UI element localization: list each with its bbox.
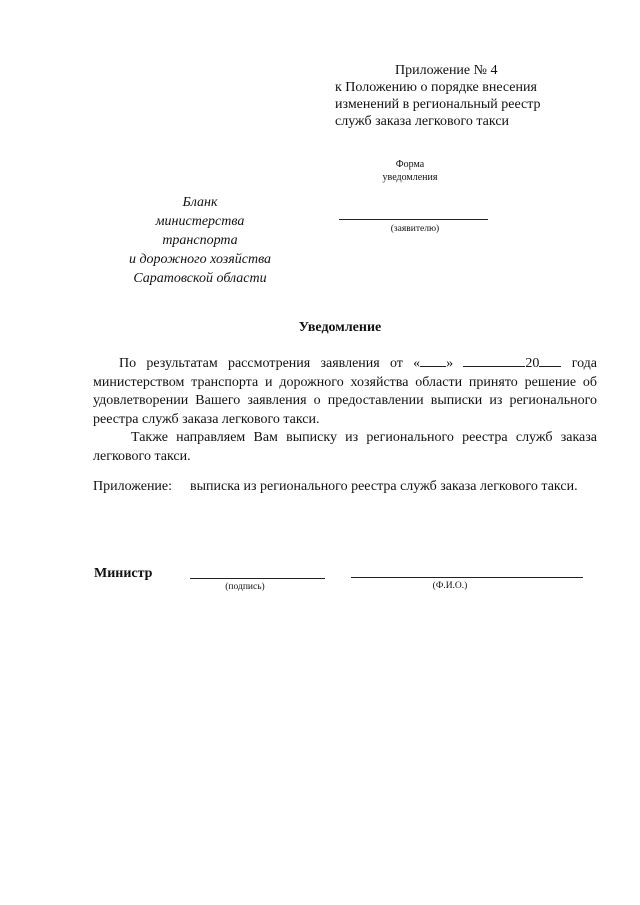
paragraph-extract: Также направляем Вам выписку из регионального реестра служб заказа легкового такси.: [93, 430, 597, 464]
signature-blank-line: [190, 578, 325, 579]
document-title: Уведомление: [298, 320, 382, 335]
appendix-number: Приложение № 4: [395, 63, 498, 78]
letterhead-line-1: Бланк: [182, 195, 218, 210]
signature-caption: (подпись): [225, 582, 265, 592]
fio-blank-line: [351, 577, 583, 578]
form-label: [370, 158, 450, 184]
day-blank: [420, 354, 446, 367]
year-blank: [539, 354, 561, 367]
quote-close: »: [446, 356, 454, 371]
month-blank: [463, 354, 525, 367]
letterhead-line-4: и дорожного хозяйства: [128, 252, 272, 267]
attachment-content: выписка из регионального реестра служб заказа легкового такси.: [190, 479, 578, 494]
letterhead-line-5: Саратовской области: [133, 271, 267, 286]
appendix-line-4: служб заказа легкового такси: [335, 114, 510, 129]
form-label-line-2: уведомления: [382, 172, 438, 183]
appendix-line-3: изменений в региональный реестр: [335, 97, 541, 112]
appendix-line-2: к Положению о порядке внесения: [335, 80, 537, 95]
letterhead-line-3: транспорта: [162, 233, 238, 248]
form-label-line-1: Форма: [395, 159, 425, 170]
fio-caption: (Ф.И.О.): [432, 581, 468, 591]
minister-label: Министр: [94, 566, 153, 581]
attachment-label: Приложение:: [93, 479, 173, 494]
year-prefix: 20: [525, 356, 540, 371]
decision-text: министерством транспорта и дорожного хозяйства области принято решение об удовлетворении Вашего заявления о предоставлении выписки из регионального реестра служб заказа легкового такси.: [93, 374, 597, 427]
letterhead-line-2: министерства: [155, 214, 245, 229]
addressee-blank-line: [339, 219, 488, 220]
addressee-caption: (заявителю): [390, 224, 440, 234]
year-suffix: года: [571, 356, 598, 371]
appendix-header: [335, 62, 541, 130]
letterhead-placeholder: [100, 193, 300, 288]
paragraph-decision: [93, 354, 597, 429]
notification-body: [93, 354, 597, 466]
date-prefix: По результатам рассмотрения заявления от «: [119, 356, 421, 371]
